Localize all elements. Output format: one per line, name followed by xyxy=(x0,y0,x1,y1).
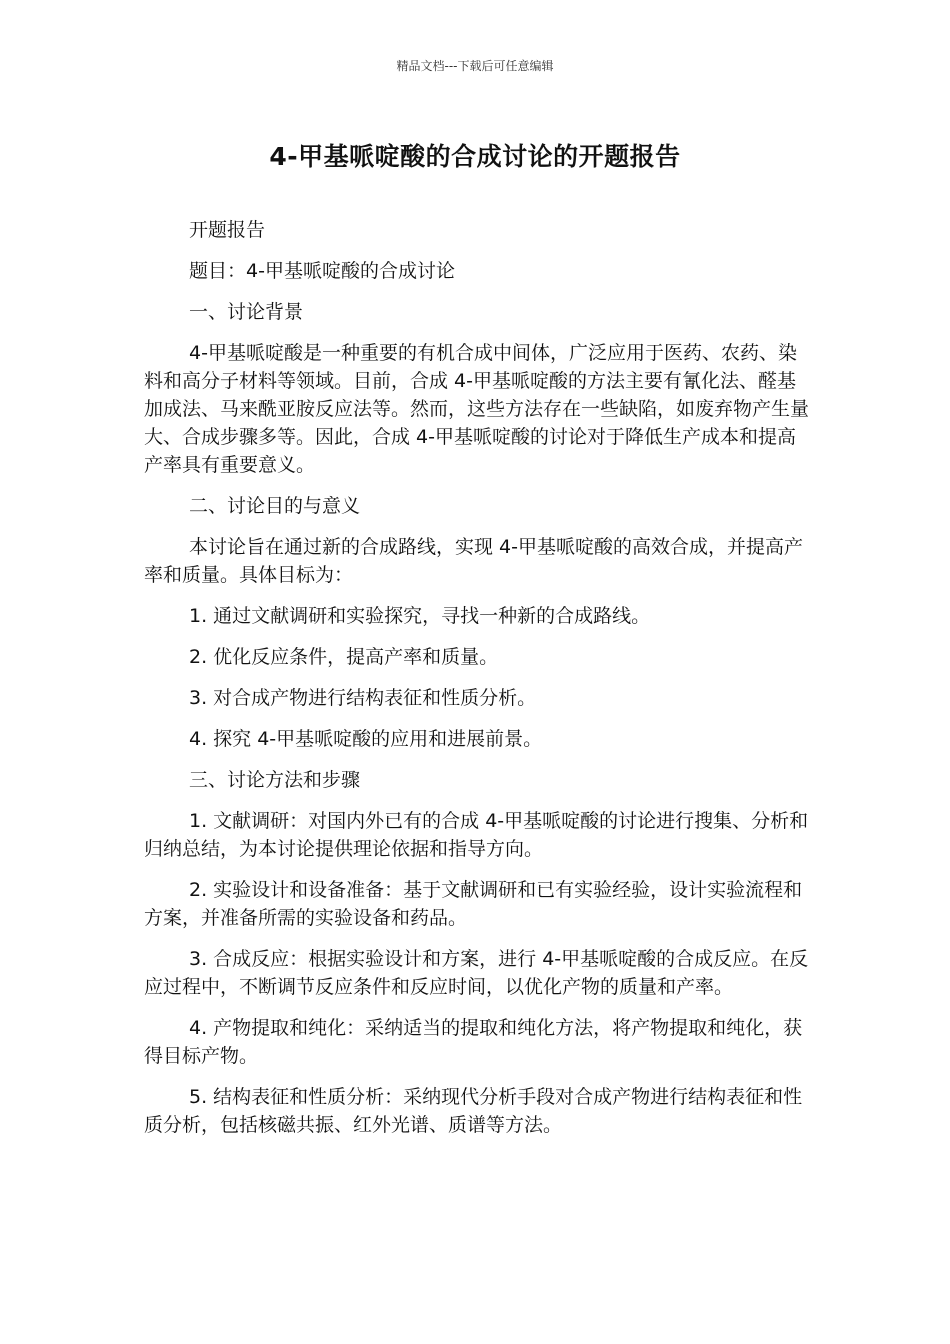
section-heading-purpose: 二、讨论目的与意义 xyxy=(189,495,361,517)
method-step-1: 1. 文献调研：对国内外已有的合成 4-甲基哌啶酸的讨论进行搜集、分析和归纳总结，为本讨论提供理论依据和指导方向。 xyxy=(144,810,809,860)
paragraph-topic: 题目：4-甲基哌啶酸的合成讨论 xyxy=(189,260,455,282)
method-step-4: 4. 产物提取和纯化：采纳适当的提取和纯化方法，将产物提取和纯化，获得目标产物。 xyxy=(144,1017,803,1067)
method-step-5: 5. 结构表征和性质分析：采纳现代分析手段对合成产物进行结构表征和性质分析，包括核磁共振、红外光谱、质谱等方法。 xyxy=(144,1086,803,1136)
goal-item-1: 1. 通过文献调研和实验探究，寻找一种新的合成路线。 xyxy=(189,605,651,627)
section-heading-background: 一、讨论背景 xyxy=(189,301,304,323)
method-step-3: 3. 合成反应：根据实验设计和方案，进行 4-甲基哌啶酸的合成反应。在反应过程中，不断调节反应条件和反应时间，以优化产物的质量和产率。 xyxy=(144,948,809,998)
method-step-2: 2. 实验设计和设备准备：基于文献调研和已有实验经验，设计实验流程和方案，并准备所需的实验设备和药品。 xyxy=(144,879,803,929)
document-body xyxy=(144,216,814,1152)
page-header: 精品文档---下载后可任意编辑 xyxy=(396,59,554,73)
goal-item-3: 3. 对合成产物进行结构表征和性质分析。 xyxy=(189,687,537,709)
goal-item-2: 2. 优化反应条件，提高产率和质量。 xyxy=(189,646,499,668)
goal-item-4: 4. 探究 4-甲基哌啶酸的应用和进展前景。 xyxy=(189,728,543,750)
paragraph-background: 4-甲基哌啶酸是一种重要的有机合成中间体，广泛应用于医药、农药、染料和高分子材料等领域。目前，合成 4-甲基哌啶酸的方法主要有氰化法、醛基加成法、马来酰亚胺反应法等。然而，这些方法存在一些缺陷，如废弃物产生量大、合成步骤多等。因此，合成 4-甲基哌啶酸的讨论对于降低生产成本和提高产率具有重要意义。 xyxy=(144,342,810,476)
section-heading-methods: 三、讨论方法和步骤 xyxy=(189,769,361,791)
paragraph-report-label: 开题报告 xyxy=(189,219,266,241)
document-title: 4-甲基哌啶酸的合成讨论的开题报告 xyxy=(269,142,681,171)
paragraph-purpose: 本讨论旨在通过新的合成路线，实现 4-甲基哌啶酸的高效合成，并提高产率和质量。具体目标为： xyxy=(144,536,803,586)
